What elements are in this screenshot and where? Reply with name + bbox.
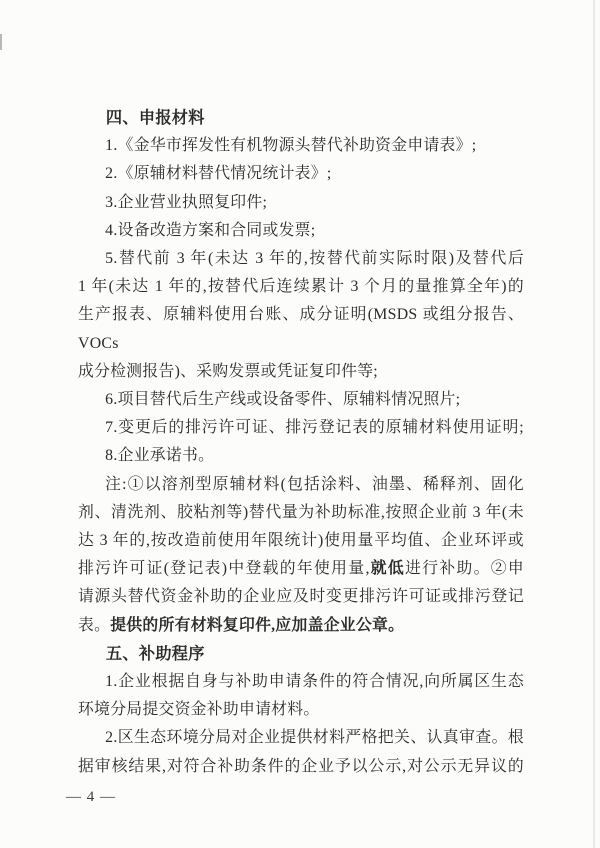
text-segment: 表。 (78, 616, 111, 634)
bold-text-segment: 就低 (369, 560, 406, 578)
text-line (78, 273, 524, 301)
text-line (78, 414, 524, 442)
text-line (78, 442, 524, 470)
text-segment: 3.企业营业执照复印件; (105, 193, 268, 211)
text-line (78, 189, 524, 217)
page-number: — 4 — (66, 789, 116, 805)
text-segment: 据审核结果,对符合补助条件的企业予以公示,对公示无异议的 (78, 757, 524, 775)
bold-text-segment: 四、申报材料 (105, 109, 205, 127)
text-segment: 达 3 年的,按改造前使用年限统计)使用量平均值、企业环评或 (78, 532, 524, 550)
text-segment: 2.《原辅材料替代情况统计表》; (105, 165, 332, 183)
text-segment: 生产报表、原辅料使用台账、成分证明(MSDS 或组分报告、VOCs (78, 306, 524, 352)
scan-artifact-right-edge (593, 0, 595, 848)
text-segment: 排污许可证(登记表)中登载的年使用量, (78, 560, 370, 578)
text-line (78, 612, 524, 640)
text-line (78, 217, 524, 245)
scan-artifact-left-edge (0, 34, 2, 50)
text-line (78, 386, 524, 414)
text-line (78, 499, 524, 527)
text-segment: 1 年(未达 1 年的,按替代后连续累计 3 个月的量推算全年)的 (78, 278, 524, 296)
text-line (78, 245, 524, 273)
text-segment: 成分检测报告)、采购发票或凭证复印件等; (78, 362, 378, 380)
text-line (78, 555, 524, 583)
text-segment: 7.变更后的排污许可证、排污登记表的原辅材料使用证明; (105, 419, 524, 437)
bold-text-segment: 提供的所有材料复印件,应加盖企业公章。 (110, 616, 405, 634)
text-segment: 4.设备改造方案和合同或发票; (105, 221, 316, 239)
text-segment: 1.《金华市挥发性有机物源头替代补助资金申请表》; (105, 137, 477, 155)
document-body (78, 104, 524, 781)
text-line (78, 527, 524, 555)
text-segment: 8.企业承诺书。 (105, 447, 215, 465)
text-segment: 6.项目替代后生产线或设备零件、原辅料情况照片; (105, 391, 461, 409)
text-segment: 5.替代前 3 年(未达 3 年的,按替代前实际时限)及替代后 (105, 250, 524, 268)
text-line (78, 668, 524, 696)
text-line (78, 471, 524, 499)
text-line (78, 160, 524, 188)
text-segment: 环境分局提交资金补助申请材料。 (78, 701, 320, 719)
text-line (78, 583, 524, 611)
text-segment: 注:①以溶剂型原辅材料(包括涂料、油墨、稀释剂、固化 (105, 475, 524, 493)
text-segment: 进行补助。②申 (405, 560, 524, 578)
text-line (78, 753, 524, 781)
text-line (78, 132, 524, 160)
section-heading-4 (78, 104, 524, 132)
text-segment: 剂、清洗剂、胶粘剂等)替代量为补助标准,按照企业前 3 年(未 (78, 503, 524, 521)
bold-text-segment: 五、补助程序 (105, 644, 205, 663)
text-line (78, 301, 524, 357)
text-segment: 请源头替代资金补助的企业应及时变更排污许可证或排污登记 (78, 588, 524, 606)
text-segment: 1.企业根据自身与补助申请条件的符合情况,向所属区生态 (105, 673, 524, 691)
text-line (78, 696, 524, 724)
section-heading-5 (78, 640, 524, 668)
text-segment: 2.区生态环境分局对企业提供材料严格把关、认真审查。根 (105, 729, 524, 747)
text-line (78, 724, 524, 752)
text-line (78, 358, 524, 386)
